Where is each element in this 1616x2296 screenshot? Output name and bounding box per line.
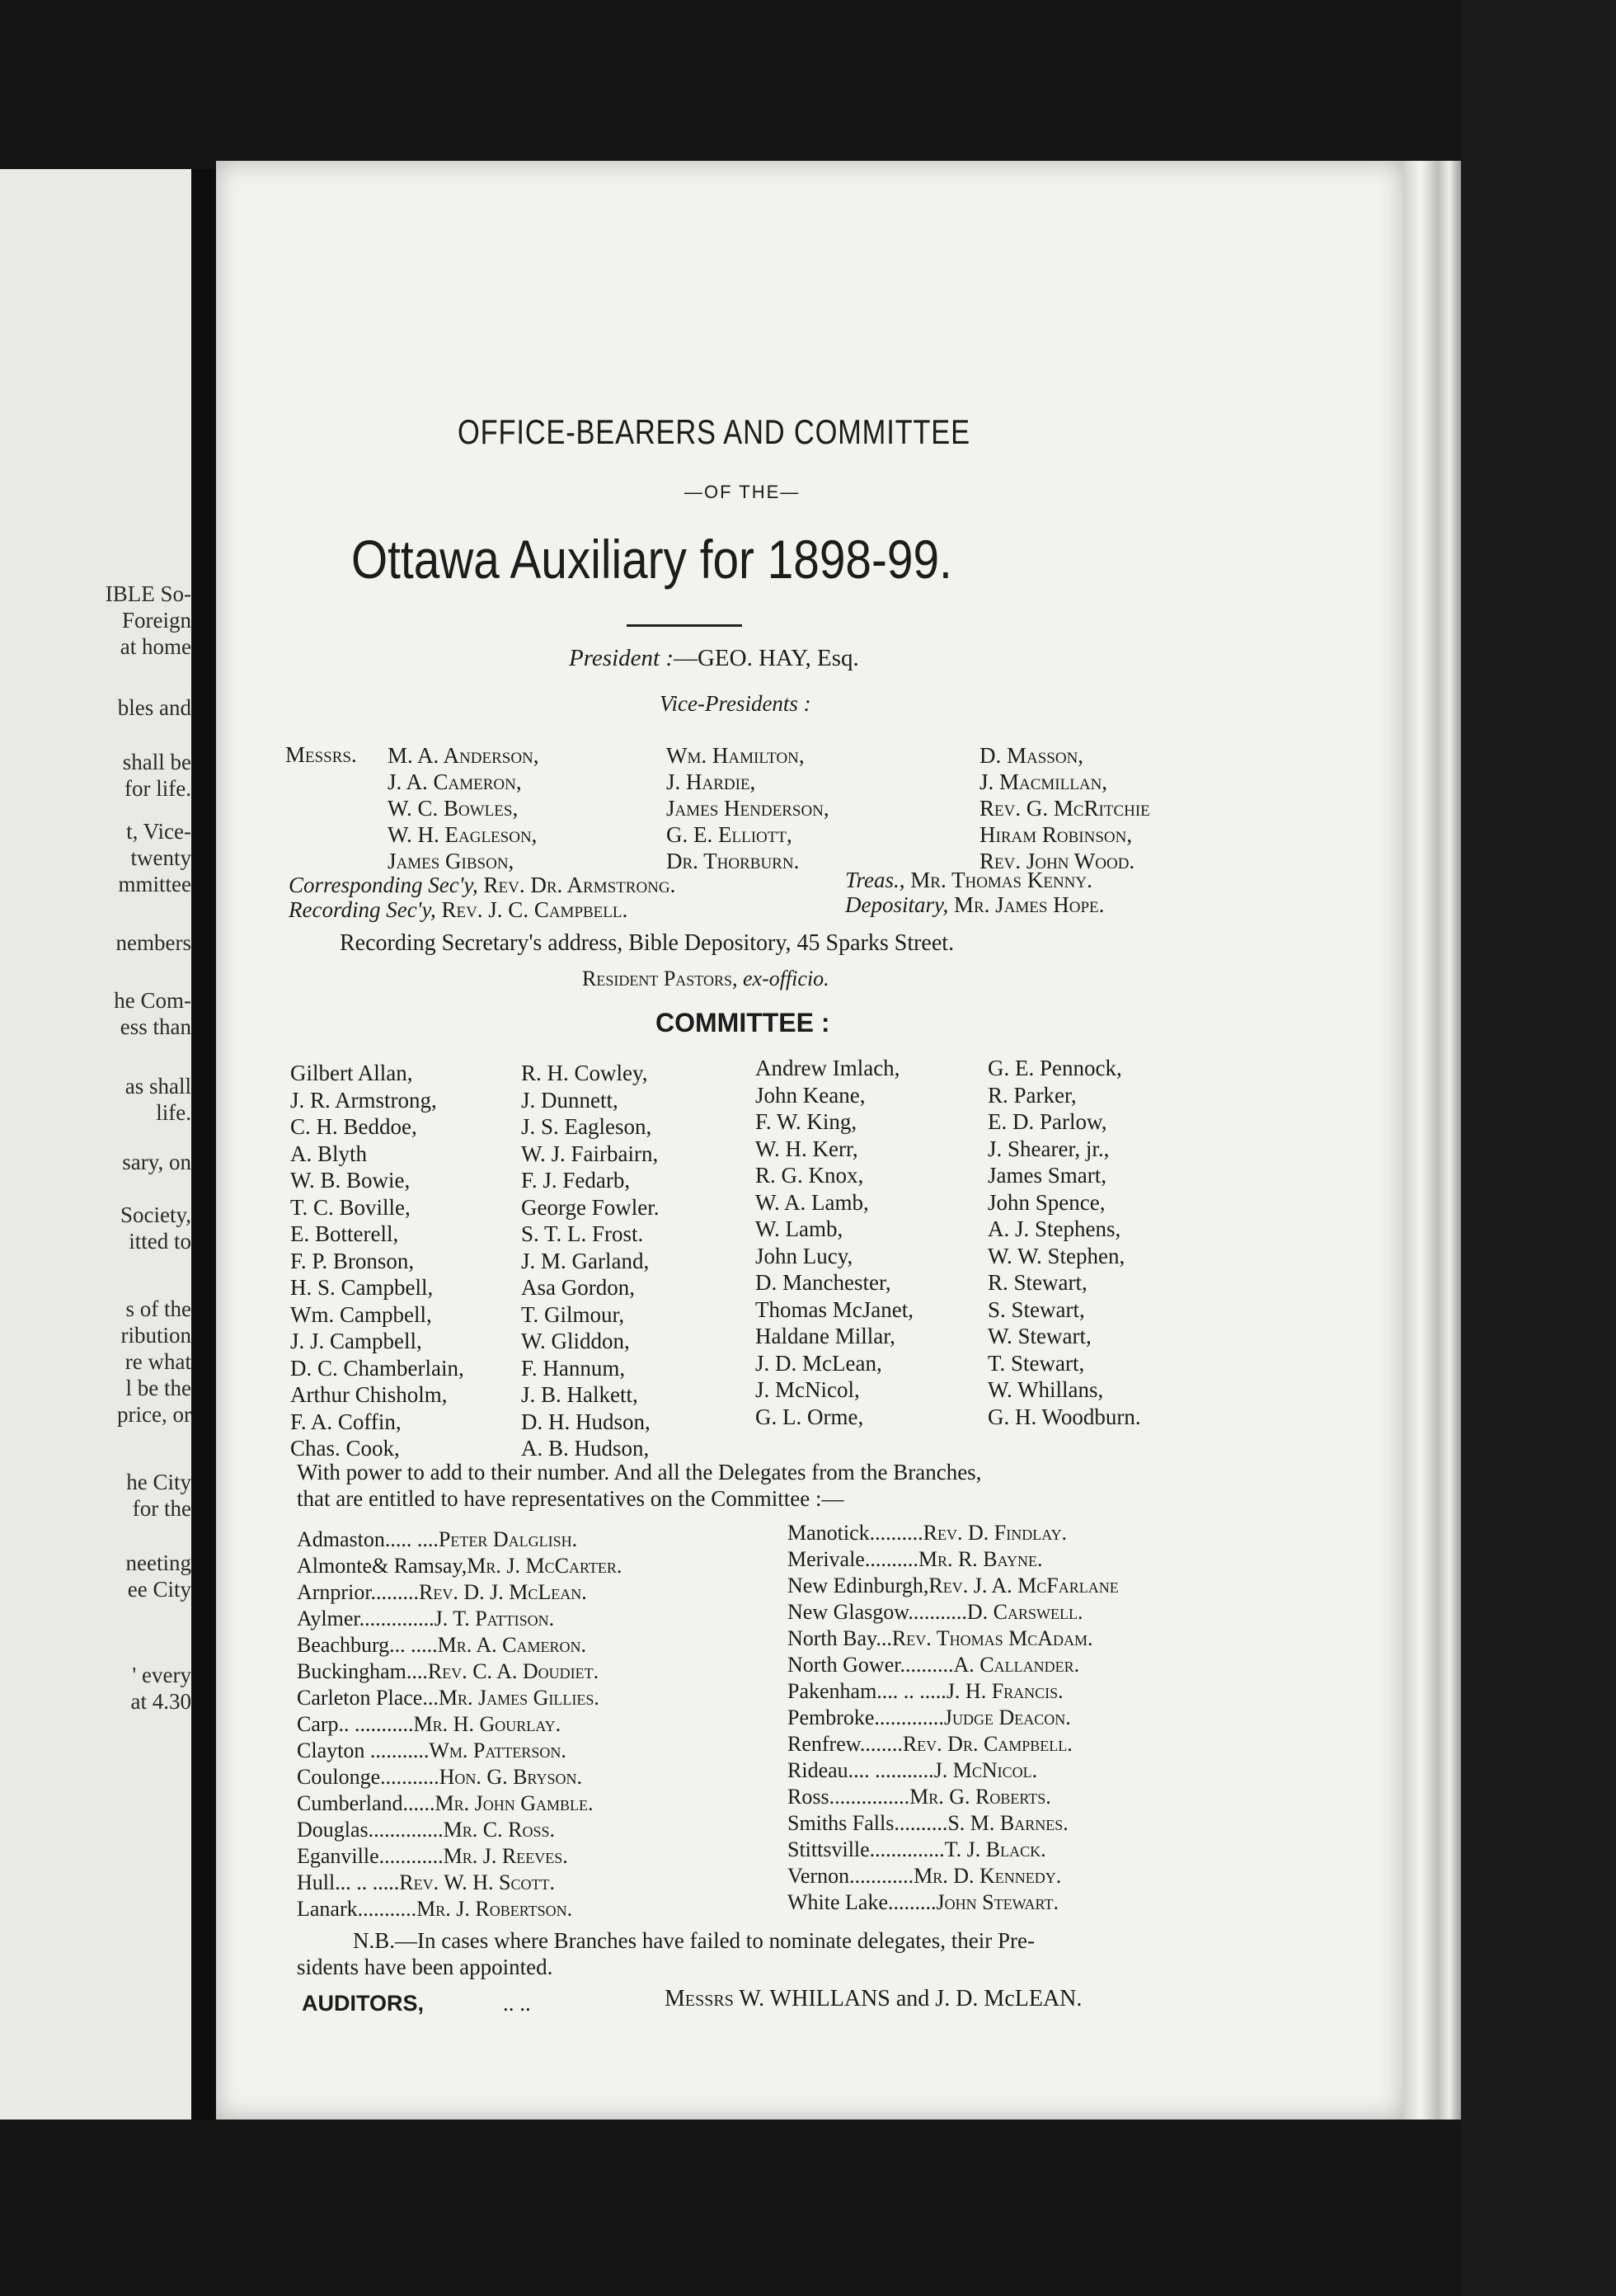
branch-name: White Lake......... <box>787 1890 937 1914</box>
left-page-text-fragment: ee City <box>127 1577 191 1602</box>
committee-member: Wm. Campbell, <box>290 1301 432 1327</box>
committee-column-4 <box>988 1055 1141 1430</box>
committee-member: J. R. Armstrong, <box>290 1087 437 1113</box>
committee-member: A. Blyth <box>290 1141 368 1166</box>
delegate-row <box>787 1678 1119 1705</box>
committee-member: G. H. Woodburn. <box>988 1404 1141 1429</box>
vp-column-2 <box>666 742 829 874</box>
heading-ottawa-auxiliary: Ottawa Auxiliary for 1898-99. <box>351 529 952 590</box>
committee-column-2 <box>521 1060 659 1462</box>
branch-name: Renfrew........ <box>787 1732 903 1756</box>
auditors-prefix: Messrs <box>665 1986 734 2011</box>
left-page-text-fragment: at home <box>120 634 191 659</box>
president-value: —GEO. HAY, Esq. <box>673 645 859 671</box>
delegate-row <box>297 1817 622 1843</box>
delegate-row <box>787 1889 1119 1916</box>
delegate-name: J. T. Pattison. <box>434 1607 555 1630</box>
branch-name: Pakenham.... .. ..... <box>787 1679 947 1703</box>
branch-name: New Glasgow........... <box>787 1600 967 1624</box>
branch-name: Eganville............ <box>297 1844 444 1868</box>
president-label: President : <box>569 645 674 671</box>
delegate-name: Mr. J. McCarter. <box>467 1554 622 1578</box>
committee-member: R. G. Knox, <box>755 1163 864 1188</box>
delegate-name: J. McNicol. <box>933 1758 1038 1782</box>
branch-name: Admaston..... .... <box>297 1527 439 1551</box>
branch-name: Ross............... <box>787 1785 910 1809</box>
vice-president-name: D. Masson, <box>979 743 1084 768</box>
depositary <box>845 892 1104 918</box>
committee-member: C. H. Beddoe, <box>290 1114 417 1139</box>
committee-member: Andrew Imlach, <box>755 1056 900 1080</box>
branch-name: Buckingham.... <box>297 1659 428 1683</box>
left-page-text-fragment: IBLE So- <box>105 581 191 606</box>
committee-column-1 <box>290 1060 464 1462</box>
vice-president-name: M. A. Anderson, <box>388 743 539 768</box>
left-page-text-fragment: sary, on <box>122 1150 191 1174</box>
delegates-right-column <box>787 1520 1119 1916</box>
delegate-row <box>297 1764 622 1790</box>
delegates-left-column <box>297 1527 622 1922</box>
delegate-row <box>297 1790 622 1817</box>
branch-name: Hull... .. ..... <box>297 1870 400 1894</box>
committee-member: S. Stewart, <box>988 1296 1085 1322</box>
committee-member: R. H. Cowley, <box>521 1061 648 1085</box>
branch-name: Carp.. ........... <box>297 1712 414 1736</box>
delegate-name: Rev. D. Findlay. <box>923 1521 1068 1545</box>
delegate-name: Mr. H. Gourlay. <box>413 1712 561 1736</box>
branch-name: Pembroke............. <box>787 1706 944 1729</box>
branch-name: Douglas.............. <box>297 1818 444 1842</box>
corresponding-value: Rev. Dr. Armstrong. <box>483 873 676 897</box>
left-page-text-fragment: Society, <box>120 1202 191 1227</box>
committee-member: T. C. Boville, <box>290 1194 411 1220</box>
committee-column-3 <box>755 1055 914 1430</box>
left-page-text-fragment: for the <box>132 1496 191 1521</box>
delegate-name: Mr. D. Kennedy. <box>914 1864 1062 1888</box>
committee-member: F. Hannum, <box>521 1355 626 1381</box>
left-page-text-fragment: nembers <box>115 930 191 955</box>
auditors-dots: .. .. <box>503 1991 531 2016</box>
left-page-text-fragment: ' every <box>132 1663 191 1687</box>
vice-president-name: W. H. Eagleson, <box>388 822 538 847</box>
branch-name: North Gower.......... <box>787 1653 954 1677</box>
committee-member: W. W. Stephen, <box>988 1243 1125 1268</box>
committee-member: R. Stewart, <box>988 1270 1088 1295</box>
delegate-row <box>297 1685 622 1711</box>
committee-member: F. W. King, <box>755 1109 857 1134</box>
delegate-row <box>787 1573 1119 1599</box>
left-page-text-fragment: price, or <box>117 1402 191 1427</box>
committee-member: A. J. Stephens, <box>988 1216 1121 1241</box>
left-page-text-fragment: t, Vice- <box>126 819 191 844</box>
committee-member: W. B. Bowie, <box>290 1168 411 1193</box>
committee-member: F. J. Fedarb, <box>521 1168 631 1193</box>
delegate-row <box>787 1520 1119 1546</box>
delegate-row <box>297 1738 622 1764</box>
left-page-text-fragment: twenty <box>130 845 191 870</box>
branch-name: Cumberland...... <box>297 1791 435 1815</box>
branch-name: Arnprior......... <box>297 1580 420 1604</box>
branch-name: Vernon............ <box>787 1864 914 1888</box>
committee-member: Chas. Cook, <box>290 1436 400 1461</box>
heading-office-bearers: OFFICE-BEARERS AND COMMITTEE <box>458 412 970 451</box>
delegate-name: T. J. Black. <box>944 1837 1046 1861</box>
left-page-text-fragment: for life. <box>124 776 191 801</box>
delegate-row <box>787 1705 1119 1731</box>
delegate-row <box>297 1896 622 1922</box>
committee-member: J. Dunnett, <box>521 1087 618 1113</box>
auditors-label: AUDITORS, <box>302 1991 425 2016</box>
pastors-ex-officio: ex-officio. <box>743 967 829 990</box>
left-page-text-fragment: ess than <box>120 1014 191 1039</box>
delegate-name: Mr. R. Bayne. <box>918 1547 1043 1571</box>
vice-president-name: Rev. John Wood. <box>979 849 1135 873</box>
auditors-names <box>665 1986 1082 2012</box>
committee-member: J. M. Garland, <box>521 1248 650 1273</box>
committee-member: W. H. Kerr, <box>755 1136 858 1161</box>
committee-member: W. J. Fairbairn, <box>521 1141 659 1166</box>
committee-member: D. H. Hudson, <box>521 1409 651 1434</box>
left-page-text-fragment: Foreign <box>122 608 191 633</box>
left-page-text-fragment: l be the <box>125 1376 191 1400</box>
branch-name: Coulonge........... <box>297 1765 439 1789</box>
committee-member: F. P. Bronson, <box>290 1248 415 1273</box>
committee-member: T. Gilmour, <box>521 1301 625 1327</box>
page-edges <box>1403 161 1461 2120</box>
committee-member: R. Parker, <box>988 1082 1077 1108</box>
delegate-row <box>787 1652 1119 1678</box>
delegate-row <box>297 1632 622 1658</box>
delegate-name: Rev. J. A. McFarlane <box>928 1574 1119 1597</box>
president-line <box>569 645 859 672</box>
delegate-row <box>297 1658 622 1685</box>
treasurer-value: Mr. Thomas Kenny. <box>910 868 1092 892</box>
vice-president-name: James Henderson, <box>666 796 829 821</box>
delegate-name: Mr. James Gillies. <box>438 1686 599 1710</box>
vice-president-name: W. C. Bowles, <box>388 796 519 821</box>
delegate-row <box>787 1784 1119 1810</box>
branch-name: Merivale.......... <box>787 1547 918 1571</box>
vice-president-name: James Gibson, <box>388 849 514 873</box>
committee-member: H. S. Campbell, <box>290 1275 434 1300</box>
vice-president-name: Hiram Robinson, <box>979 822 1133 847</box>
committee-member: George Fowler. <box>521 1194 660 1220</box>
delegate-name: John Stewart. <box>936 1890 1059 1914</box>
delegate-name: Hon. G. Bryson. <box>439 1765 583 1789</box>
vp-prefix: Messrs. <box>285 742 357 767</box>
left-page-text-fragment: neeting <box>125 1550 191 1575</box>
resident-pastors <box>582 967 829 991</box>
delegate-row <box>787 1546 1119 1573</box>
left-page-text-fragment: s of the <box>125 1296 191 1321</box>
left-page-text-fragment: he Com- <box>114 988 191 1013</box>
branch-name: New Edinburgh, <box>787 1574 929 1597</box>
vice-president-name: Wm. Hamilton, <box>666 743 805 768</box>
delegate-name: Rev. Dr. Campbell. <box>902 1732 1073 1756</box>
heading-of-the: —OF THE— <box>684 482 801 502</box>
title-rule <box>627 624 742 627</box>
delegate-row <box>297 1870 622 1896</box>
left-page-text-fragment: he City <box>126 1470 191 1494</box>
delegate-name: A. Callander. <box>953 1653 1080 1677</box>
committee-member: J. J. Campbell, <box>290 1329 422 1353</box>
left-page-text-fragment: bles and <box>117 695 191 720</box>
delegate-row <box>787 1599 1119 1626</box>
delegate-name: Mr. J. Reeves. <box>443 1844 568 1868</box>
committee-member: Arthur Chisholm, <box>290 1382 448 1407</box>
committee-member: J. Shearer, jr., <box>988 1136 1110 1161</box>
committee-member: G. L. Orme, <box>755 1404 864 1429</box>
delegate-name: Rev. Thomas McAdam. <box>891 1626 1093 1650</box>
auditors-value: W. WHILLANS and J. D. McLEAN. <box>739 1986 1083 2011</box>
delegate-row <box>297 1553 622 1579</box>
delegate-name: Wm. Patterson. <box>429 1738 566 1762</box>
committee-member: D. Manchester, <box>755 1270 891 1295</box>
delegate-name: Mr. J. Robertson. <box>416 1897 573 1921</box>
vp-column-1 <box>388 742 539 874</box>
committee-member: Haldane Millar, <box>755 1324 895 1348</box>
delegate-name: D. Carswell. <box>966 1600 1083 1624</box>
corresponding-secretary <box>289 873 675 898</box>
delegate-row <box>787 1810 1119 1837</box>
committee-member: E. Botterell, <box>290 1221 399 1246</box>
delegate-name: Rev. W. H. Scott. <box>399 1870 555 1894</box>
delegate-name: Rev. D. J. McLean. <box>419 1580 587 1604</box>
secretary-address: Recording Secretary's address, Bible Depository, 45 Sparks Street. <box>340 930 955 956</box>
left-page-text-fragment: ribution <box>120 1323 191 1348</box>
branch-name: Carleton Place... <box>297 1686 439 1710</box>
delegate-name: Mr. A. Cameron. <box>437 1633 586 1657</box>
committee-member: Asa Gordon, <box>521 1275 635 1300</box>
vice-president-name: J. A. Cameron, <box>388 769 522 794</box>
committee-member: Gilbert Allan, <box>290 1061 413 1085</box>
branch-name: Almonte& Ramsay, <box>297 1554 467 1578</box>
treasurer <box>845 868 1092 893</box>
treasurer-label: Treas., <box>845 868 905 892</box>
delegate-row <box>297 1711 622 1738</box>
branch-name: Aylmer.............. <box>297 1607 435 1630</box>
committee-member: W. Stewart, <box>988 1324 1092 1348</box>
delegate-name: Rev. C. A. Doudiet. <box>427 1659 599 1683</box>
delegate-row <box>297 1579 622 1606</box>
nb-line-1: N.B.—In cases where Branches have failed to nominate delegates, their Pre- <box>353 1928 1035 1953</box>
delegate-row <box>787 1863 1119 1889</box>
committee-member: S. T. L. Frost. <box>521 1221 644 1246</box>
nb-line-2: sidents have been appointed. <box>297 1955 553 1979</box>
branch-name: Beachburg... ..... <box>297 1633 438 1657</box>
committee-member: W. Lamb, <box>755 1216 843 1241</box>
committee-member: J. B. Halkett, <box>521 1382 638 1407</box>
delegate-name: Peter Dalglish. <box>438 1527 578 1551</box>
left-page-text-fragment: mmittee <box>118 872 191 896</box>
committee-member: T. Stewart, <box>988 1350 1085 1376</box>
corresponding-label: Corresponding Sec'y, <box>289 873 478 897</box>
branch-name: Stittsville.............. <box>787 1837 945 1861</box>
delegate-name: Judge Deacon. <box>943 1706 1071 1729</box>
depositary-label: Depositary, <box>845 892 949 917</box>
committee-member: J. D. McLean, <box>755 1350 882 1376</box>
committee-member: D. C. Chamberlain, <box>290 1355 464 1381</box>
power-text-line-2: that are entitled to have representatives on the Committee :— <box>297 1486 844 1511</box>
committee-member: J. S. Eagleson, <box>521 1114 652 1139</box>
vice-president-name: Rev. G. McRitchie <box>979 796 1150 821</box>
depositary-value: Mr. James Hope. <box>954 892 1105 917</box>
left-page-text-fragment: at 4.30 <box>130 1689 191 1714</box>
recording-value: Rev. J. C. Campbell. <box>441 897 628 922</box>
committee-member: A. B. Hudson, <box>521 1436 650 1461</box>
branch-name: Rideau.... ........... <box>787 1758 934 1782</box>
delegate-name: Mr. John Gamble. <box>435 1791 594 1815</box>
pastors-label: Resident Pastors, <box>582 967 738 990</box>
committee-member: Thomas McJanet, <box>755 1296 914 1322</box>
left-page-text-fragment: re what <box>124 1349 191 1374</box>
committee-member: W. Gliddon, <box>521 1329 630 1353</box>
left-page-text-fragment: as shall <box>124 1074 191 1099</box>
committee-member: John Spence, <box>988 1189 1106 1215</box>
left-page-fragment <box>0 169 191 2120</box>
power-text-line-1: With power to add to their number. And all the Delegates from the Branches, <box>297 1460 982 1484</box>
scan-background <box>1461 0 1616 2296</box>
branch-name: Manotick.......... <box>787 1521 923 1545</box>
left-page-text-fragment: itted to <box>129 1229 191 1254</box>
delegate-row <box>297 1527 622 1553</box>
committee-member: John Keane, <box>755 1082 866 1108</box>
committee-member: James Smart, <box>988 1163 1106 1188</box>
vice-president-name: J. Macmillan, <box>979 769 1108 794</box>
left-page-text-fragment: life. <box>156 1100 191 1125</box>
branch-name: Smiths Falls.......... <box>787 1811 948 1835</box>
delegate-row <box>787 1731 1119 1757</box>
branch-name: North Bay... <box>787 1626 892 1650</box>
vice-presidents-label: Vice-Presidents : <box>660 691 811 716</box>
committee-member: J. McNicol, <box>755 1377 860 1402</box>
delegate-row <box>297 1843 622 1870</box>
branch-name: Clayton ........... <box>297 1738 430 1762</box>
branch-name: Lanark........... <box>297 1897 417 1921</box>
vice-president-name: Dr. Thorburn. <box>666 849 800 873</box>
delegate-name: Mr. G. Roberts. <box>909 1785 1051 1809</box>
recording-label: Recording Sec'y, <box>289 897 436 922</box>
committee-member: E. D. Parlow, <box>988 1109 1107 1134</box>
committee-member: F. A. Coffin, <box>290 1409 402 1434</box>
vice-president-name: J. Hardie, <box>666 769 756 794</box>
delegate-name: Mr. C. Ross. <box>443 1818 555 1842</box>
committee-member: W. A. Lamb, <box>755 1189 869 1215</box>
delegate-name: J. H. Francis. <box>946 1679 1064 1703</box>
committee-member: W. Whillans, <box>988 1377 1104 1402</box>
delegate-row <box>787 1837 1119 1863</box>
delegate-row <box>787 1626 1119 1652</box>
recording-secretary <box>289 897 627 923</box>
delegate-row <box>297 1606 622 1632</box>
committee-member: John Lucy, <box>755 1243 853 1268</box>
vice-president-name: G. E. Elliott, <box>666 822 792 847</box>
left-page-text-fragment: shall be <box>122 750 191 774</box>
delegate-row <box>787 1757 1119 1784</box>
delegate-name: S. M. Barnes. <box>947 1811 1069 1835</box>
vp-column-3 <box>979 742 1150 874</box>
committee-heading: COMMITTEE : <box>655 1008 830 1037</box>
committee-member: G. E. Pennock, <box>988 1056 1122 1080</box>
